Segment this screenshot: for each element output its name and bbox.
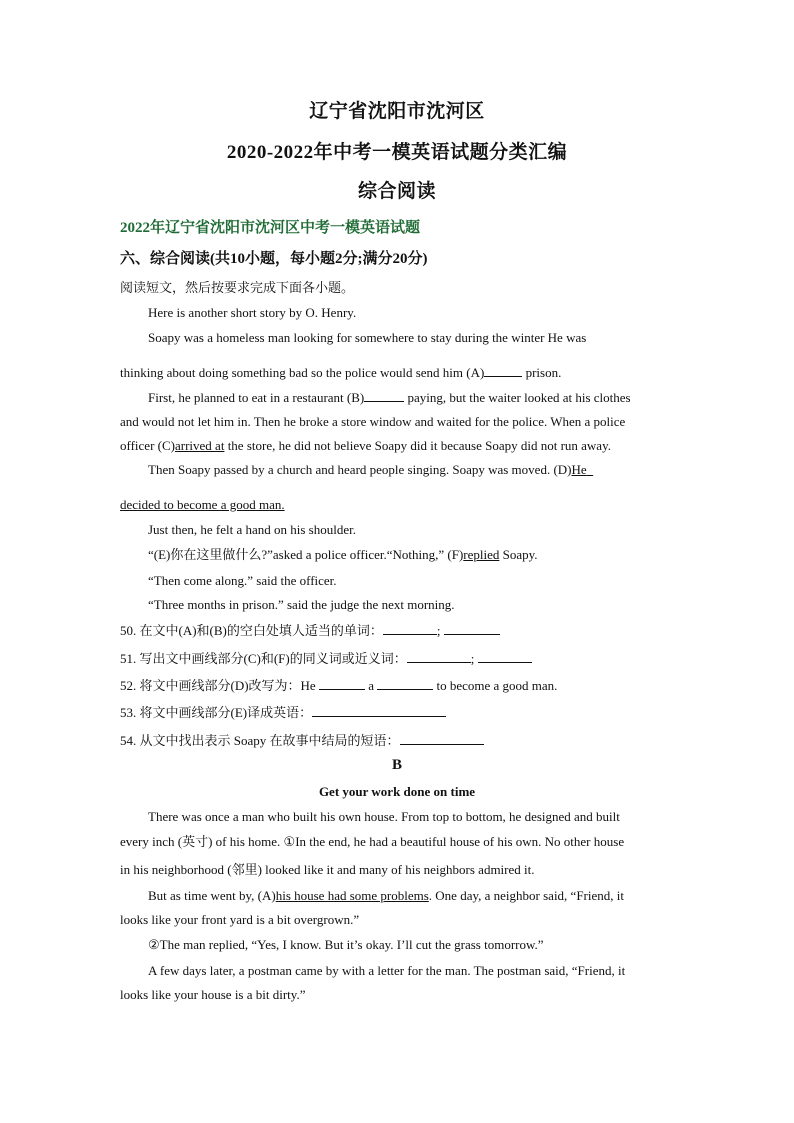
answer-blank[interactable]: [319, 677, 365, 690]
text: thinking about doing something bad so the police would send him (A): [120, 365, 485, 380]
text: the store, he did not believe Soapy did it because Soapy did not run away.: [224, 438, 611, 453]
passage-a-p3a: [148, 389, 680, 407]
passage-a-p1: Here is another short story by O. Henry.: [148, 305, 357, 320]
text: Soapy.: [499, 547, 538, 562]
exam-title: 2022年辽宁省沈阳市沈河区中考一模英语试题: [120, 220, 421, 236]
passage-b-letter: B: [391, 757, 402, 773]
passage-a-p4a: [148, 461, 680, 479]
doc-title-main: 2020-2022年中考一模英语试题分类汇编: [226, 142, 568, 163]
blank-b[interactable]: [364, 389, 404, 402]
passage-a-p3b: and would not let him in. Then he broke a store window and waited for the police. When a police: [120, 414, 626, 429]
underlined-c: arrived at: [174, 438, 225, 453]
text: Then Soapy passed by a church: [148, 462, 313, 477]
text: and heard people singing. Soapy was moved. (D): [312, 462, 572, 477]
answer-blank[interactable]: [444, 622, 500, 635]
text: 51. 写出文中画线部分(C)和(F)的同义词或近义词：: [120, 651, 407, 666]
answer-blank[interactable]: [312, 704, 446, 717]
passage-b-p2a: [148, 887, 680, 905]
answer-blank[interactable]: [377, 677, 433, 690]
question-54: [120, 732, 680, 750]
text: 50. 在文中(A)和(B)的空白处填人适当的单词：: [120, 623, 383, 638]
text: a: [364, 678, 378, 693]
passage-a-p7: “Then come along.” said the officer.: [148, 573, 337, 588]
answer-blank[interactable]: [478, 650, 532, 663]
answer-blank[interactable]: [383, 622, 437, 635]
text: officer (C): [120, 438, 175, 453]
passage-b-p2b: looks like your front yard is a bit overgrown.”: [120, 912, 360, 927]
underlined-f: replied: [463, 547, 500, 562]
answer-blank[interactable]: [400, 732, 484, 745]
section-heading: 六、综合阅读(共10小题，每小题2分;满分20分): [120, 251, 428, 267]
passage-b-title: Get your work done on time: [318, 784, 476, 799]
passage-b-p1c: in his neighborhood (邻里) looked like it and many of his neighbors admired it.: [120, 862, 535, 877]
passage-b-p4b: looks like your house is a bit dirty.”: [120, 987, 306, 1002]
text: . One day, a neighbor said, “Friend, it: [428, 888, 624, 903]
underlined-a: his house had some problems: [275, 888, 429, 903]
separator: ;: [470, 651, 478, 666]
passage-a-p6: [148, 546, 680, 564]
blank-a[interactable]: [484, 364, 522, 377]
text: 54. 从文中找出表示 Soapy 在故事中结局的短语：: [120, 733, 400, 748]
passage-a-p4b: decided to become a good man.: [120, 497, 285, 512]
question-53: [120, 704, 680, 722]
passage-a-p8: “Three months in prison.” said the judge the next morning.: [148, 597, 455, 612]
passage-b-p3: ②The man replied, “Yes, I know. But it’s okay. I’ll cut the grass tomorrow.”: [148, 937, 544, 952]
underline-tail: [587, 462, 594, 477]
passage-a-p2b: [120, 364, 680, 382]
question-52: [120, 677, 680, 695]
text: “(E)你在这里做什么?”asked a police officer.“Nothing,” (F): [148, 547, 464, 562]
passage-b-p1a: There was once a man who built his own house. From top to bottom, he designed and built: [148, 809, 620, 824]
text: 52. 将文中画线部分(D)改写为：He: [120, 678, 319, 693]
passage-b-p1b: every inch (英寸) of his home. ①In the end, he had a beautiful house of his own. No other house: [120, 834, 625, 849]
passage-a-p5: Just then, he felt a hand on his shoulder.: [148, 522, 356, 537]
text: 53. 将文中画线部分(E)译成英语：: [120, 705, 313, 720]
passage-b-p4a: A few days later, a postman came by with a letter for the man. The postman said, “Friend, it: [148, 963, 626, 978]
text: First, he planned to eat in a restaurant (B): [148, 390, 365, 405]
underlined-d-start: He: [571, 462, 587, 477]
doc-title-topic: 综合阅读: [357, 181, 436, 202]
text: to become a good man.: [433, 678, 558, 693]
instruction: 阅读短文，然后按要求完成下面各小题。: [120, 280, 355, 295]
passage-a-p3c: [120, 437, 680, 455]
text: But as time went by, (A): [148, 888, 276, 903]
text: prison.: [522, 365, 562, 380]
passage-a-p2a: Soapy was a homeless man looking for somewhere to stay during the winter He was: [148, 330, 587, 345]
question-50: [120, 622, 680, 640]
doc-title-region: 辽宁省沈阳市沈河区: [309, 101, 485, 122]
question-51: [120, 650, 680, 668]
answer-blank[interactable]: [407, 650, 471, 663]
text: paying, but the waiter looked at his clothes: [404, 390, 631, 405]
separator: ;: [436, 623, 444, 638]
